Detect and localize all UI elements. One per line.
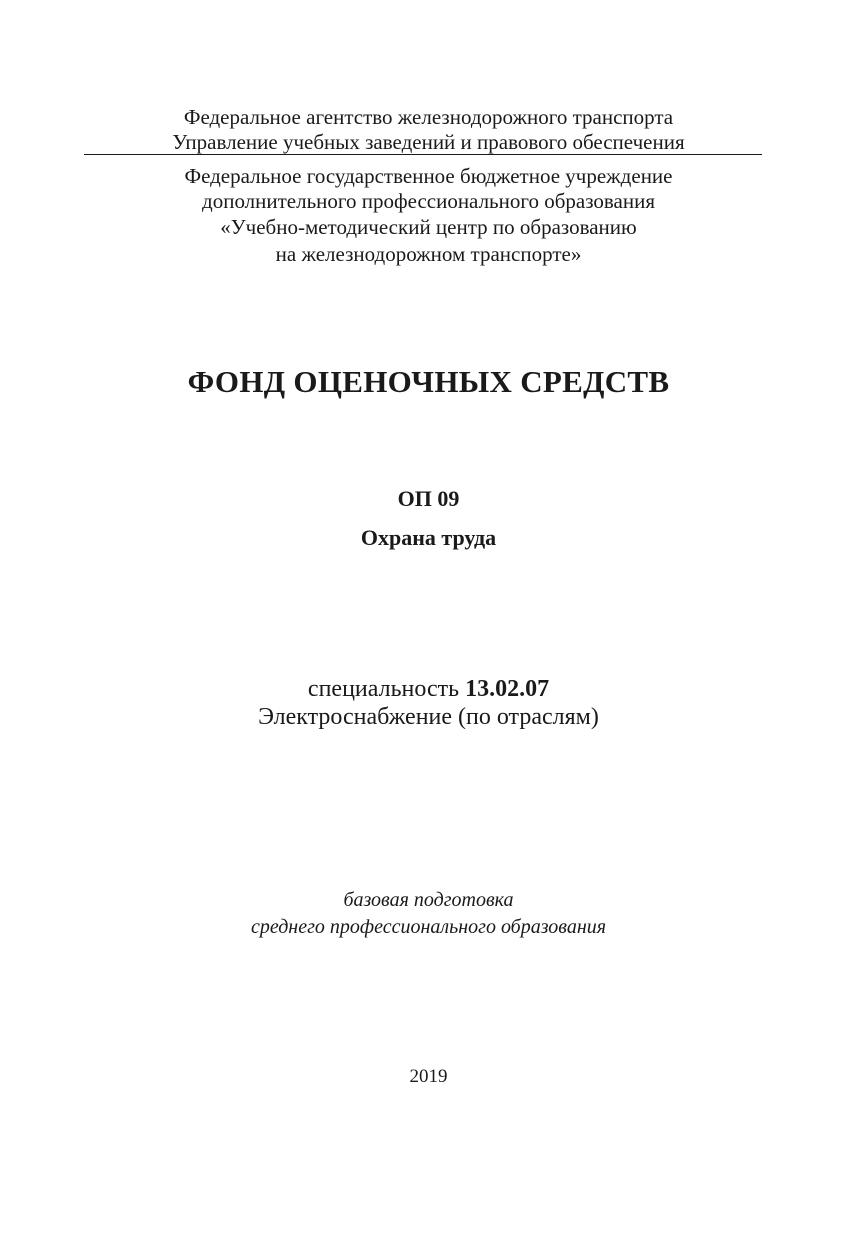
specialty-prefix: специальность — [307, 676, 460, 702]
specialty-code: 13.02.07 — [465, 676, 550, 702]
institution-line-4: на железнодорожном транспорте» — [275, 242, 582, 266]
publication-year: 2019 — [409, 1066, 448, 1087]
discipline-name: Охрана труда — [360, 525, 497, 550]
education-level: среднего профессионального образования — [250, 916, 607, 938]
training-level: базовая подготовка — [343, 889, 514, 911]
institution-line-2: дополнительного профессионального образования — [202, 189, 655, 213]
document-title: ФОНД ОЦЕНОЧНЫХ СРЕДСТВ — [187, 364, 670, 399]
institution-line-3: «Учебно-методический центр по образованию — [220, 215, 637, 239]
agency-name: Федеральное агентство железнодорожного транспорта — [183, 105, 674, 129]
discipline-code: ОП 09 — [397, 486, 460, 511]
department-name: Управление учебных заведений и правового обеспечения — [172, 130, 685, 154]
specialty-line — [0, 676, 857, 703]
institution-line-1: Федеральное государственное бюджетное учреждение — [184, 164, 673, 188]
header-divider — [84, 154, 762, 155]
specialty-name: Электроснабжение (по отраслям) — [258, 704, 599, 730]
